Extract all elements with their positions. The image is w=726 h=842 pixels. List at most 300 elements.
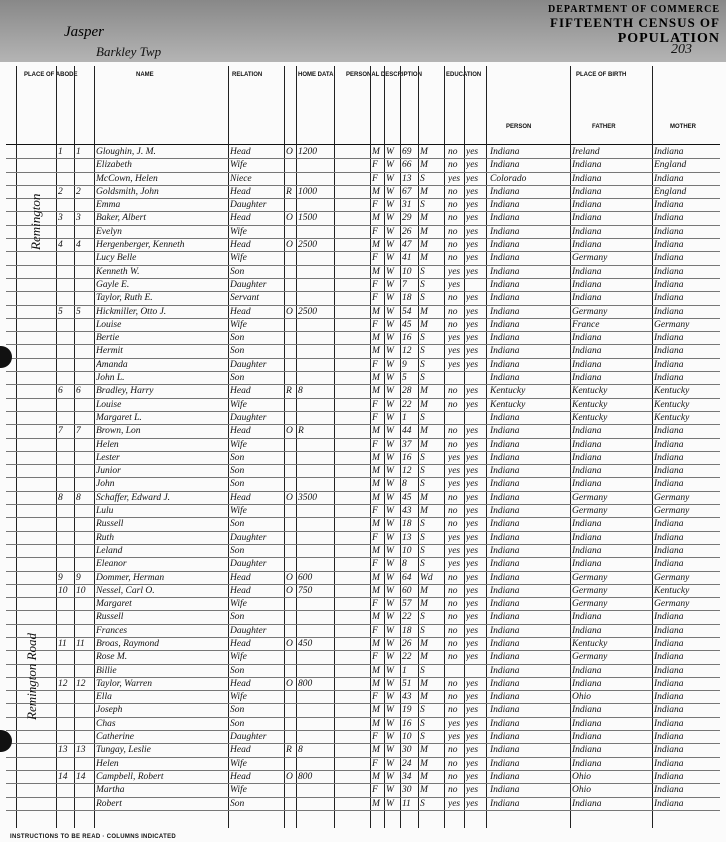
table-row — [6, 678, 720, 691]
cell-mar: M — [420, 319, 428, 330]
cell-value: 800 — [298, 771, 313, 782]
cell-sex: F — [372, 253, 378, 264]
cell-name: Lucy Belle — [96, 253, 137, 264]
cell-school: no — [448, 745, 458, 756]
cell-bp: Indiana — [490, 545, 520, 556]
table-row — [6, 159, 720, 172]
cell-bp: Indiana — [490, 599, 520, 610]
cell-race: W — [386, 585, 394, 596]
cell-name: Schaffer, Edward J. — [96, 492, 171, 503]
cell-school: yes — [448, 798, 461, 809]
cell-bp: Kentucky — [490, 386, 526, 397]
table-row — [6, 611, 720, 624]
cell-read: yes — [466, 160, 479, 171]
cell-name: Taylor, Warren — [96, 678, 152, 689]
cell-mbp: Indiana — [654, 732, 684, 743]
cell-mbp: Kentucky — [654, 399, 690, 410]
cell-race: W — [386, 732, 394, 743]
cell-fbp: Indiana — [572, 200, 602, 211]
cell-fbp: Indiana — [572, 240, 602, 251]
cell-read: yes — [466, 678, 479, 689]
cell-race: W — [386, 213, 394, 224]
cell-age: 45 — [402, 492, 412, 503]
cell-race: W — [386, 240, 394, 251]
cell-rel: Head — [230, 771, 251, 782]
cell-mbp: Indiana — [654, 532, 684, 543]
cell-bp: Indiana — [490, 585, 520, 596]
cell-value: 450 — [298, 638, 313, 649]
cell-race: W — [386, 253, 394, 264]
cell-name: Billie — [96, 665, 117, 676]
cell-sex: F — [372, 293, 378, 304]
cell-school: no — [448, 492, 458, 503]
cell-read: yes — [466, 293, 479, 304]
cell-mbp: Indiana — [654, 479, 684, 490]
cell-rel: Head — [230, 745, 251, 756]
cell-bp: Indiana — [490, 692, 520, 703]
table-row — [6, 186, 720, 199]
cell-sex: M — [372, 572, 380, 583]
cell-age: 64 — [402, 572, 412, 583]
cell-mar: M — [420, 652, 428, 663]
cell-read: yes — [466, 625, 479, 636]
cell-name: Joseph — [96, 705, 123, 716]
cell-name: Hermit — [96, 346, 123, 357]
cell-sex: M — [372, 705, 380, 716]
cell-race: W — [386, 412, 394, 423]
cell-value: 2500 — [298, 240, 317, 251]
cell-name: Martha — [96, 785, 125, 796]
cell-value: 750 — [298, 585, 313, 596]
cell-rel: Daughter — [230, 559, 267, 570]
cell-sex: F — [372, 559, 378, 570]
cell-mbp: Indiana — [654, 758, 684, 769]
cell-race: W — [386, 279, 394, 290]
cell-race: W — [386, 678, 394, 689]
table-row — [6, 252, 720, 265]
cell-mbp: Indiana — [654, 545, 684, 556]
cell-fbp: Indiana — [572, 745, 602, 756]
cell-fbp: Indiana — [572, 678, 602, 689]
cell-dw: 13 — [58, 745, 68, 756]
cell-race: W — [386, 373, 394, 384]
cell-dw: 6 — [58, 386, 63, 397]
margin-note-top: Remington — [28, 193, 43, 250]
cell-rel: Daughter — [230, 732, 267, 743]
cell-mbp: Indiana — [654, 745, 684, 756]
cell-fbp: Indiana — [572, 479, 602, 490]
cell-name: Catherine — [96, 732, 134, 743]
cell-race: W — [386, 692, 394, 703]
cell-read: yes — [466, 585, 479, 596]
cell-school: no — [448, 652, 458, 663]
cell-read: yes — [466, 758, 479, 769]
cell-mar: S — [420, 718, 425, 729]
cell-age: 44 — [402, 426, 412, 437]
cell-fbp: Ohio — [572, 771, 591, 782]
cell-mbp: Indiana — [654, 306, 684, 317]
table-row — [6, 465, 720, 478]
cell-race: W — [386, 359, 394, 370]
cell-sex: F — [372, 532, 378, 543]
cell-bp: Indiana — [490, 412, 520, 423]
cell-bp: Indiana — [490, 200, 520, 211]
cell-sex: F — [372, 599, 378, 610]
table-row — [6, 532, 720, 545]
cell-name: Brown, Lon — [96, 426, 141, 437]
cell-age: 22 — [402, 652, 412, 663]
cell-age: 22 — [402, 612, 412, 623]
table-row — [6, 439, 720, 452]
cell-mar: S — [420, 293, 425, 304]
cell-read: yes — [466, 346, 479, 357]
cell-school: no — [448, 213, 458, 224]
cell-school: no — [448, 625, 458, 636]
cell-school: yes — [448, 173, 461, 184]
cell-bp: Indiana — [490, 253, 520, 264]
cell-mar: S — [420, 665, 425, 676]
cell-school: yes — [448, 266, 461, 277]
cell-age: 11 — [402, 798, 411, 809]
cell-name: Leland — [96, 545, 123, 556]
cell-sex: M — [372, 147, 380, 157]
table-row — [6, 651, 720, 664]
cell-tenure: O — [286, 638, 293, 649]
cell-age: 45 — [402, 319, 412, 330]
table-row — [6, 146, 720, 159]
cell-mar: M — [420, 426, 428, 437]
cell-dw: 9 — [58, 572, 63, 583]
cell-fbp: Indiana — [572, 213, 602, 224]
cell-rel: Head — [230, 306, 251, 317]
cell-read: yes — [466, 705, 479, 716]
table-row — [6, 625, 720, 638]
cell-mar: M — [420, 692, 428, 703]
cell-rel: Wife — [230, 758, 247, 769]
cell-sex: F — [372, 732, 378, 743]
table-row — [6, 292, 720, 305]
cell-name: Louise — [96, 399, 122, 410]
cell-sex: F — [372, 226, 378, 237]
table-row — [6, 266, 720, 279]
cell-read: yes — [466, 532, 479, 543]
cell-name: Russell — [96, 612, 124, 623]
cell-mar: S — [420, 732, 425, 743]
cell-rel: Daughter — [230, 359, 267, 370]
cell-age: 26 — [402, 638, 412, 649]
cell-dw: 3 — [58, 213, 63, 224]
col-place-of-birth: PLACE OF BIRTH — [576, 72, 627, 78]
cell-age: 16 — [402, 333, 412, 344]
cell-school: yes — [448, 466, 461, 477]
cell-school: no — [448, 612, 458, 623]
cell-read: yes — [466, 745, 479, 756]
census-title — [548, 4, 720, 47]
cell-school: no — [448, 160, 458, 171]
cell-bp: Indiana — [490, 266, 520, 277]
cell-fbp: Indiana — [572, 705, 602, 716]
cell-bp: Indiana — [490, 785, 520, 796]
cell-mar: M — [420, 213, 428, 224]
cell-fbp: Indiana — [572, 439, 602, 450]
cell-mar: M — [420, 160, 428, 171]
title-line-3: POPULATION — [617, 31, 720, 46]
cell-sex: M — [372, 798, 380, 809]
cell-school: no — [448, 253, 458, 264]
cell-bp: Indiana — [490, 439, 520, 450]
cell-mar: S — [420, 466, 425, 477]
col-name: NAME — [136, 72, 154, 78]
cell-race: W — [386, 147, 394, 157]
cell-fbp: Germany — [572, 652, 608, 663]
cell-school: yes — [448, 479, 461, 490]
cell-bp: Indiana — [490, 506, 520, 517]
cell-rel: Wife — [230, 226, 247, 237]
table-row — [6, 332, 720, 345]
cell-mar: M — [420, 439, 428, 450]
cell-read: yes — [466, 226, 479, 237]
cell-sex: M — [372, 213, 380, 224]
cell-bp: Indiana — [490, 572, 520, 583]
cell-mbp: Indiana — [654, 253, 684, 264]
cell-bp: Indiana — [490, 293, 520, 304]
cell-mbp: Indiana — [654, 173, 684, 184]
cell-bp: Indiana — [490, 346, 520, 357]
cell-sex: M — [372, 373, 380, 384]
cell-mar: M — [420, 386, 428, 397]
cell-sex: M — [372, 612, 380, 623]
cell-rel: Son — [230, 798, 245, 809]
cell-name: Bradley, Harry — [96, 386, 154, 397]
cell-read: yes — [466, 785, 479, 796]
cell-sex: M — [372, 479, 380, 490]
census-rows — [6, 146, 720, 811]
cell-read: yes — [466, 612, 479, 623]
cell-rel: Son — [230, 452, 245, 463]
cell-bp: Indiana — [490, 665, 520, 676]
cell-school: no — [448, 785, 458, 796]
cell-race: W — [386, 559, 394, 570]
cell-tenure: O — [286, 213, 293, 224]
cell-name: Hergenberger, Kenneth — [96, 240, 185, 251]
cell-race: W — [386, 506, 394, 517]
table-row — [6, 399, 720, 412]
cell-mbp: Kentucky — [654, 585, 690, 596]
cell-sex: F — [372, 359, 378, 370]
cell-bp: Indiana — [490, 426, 520, 437]
margin-note-bottom: Remington Road — [24, 632, 39, 720]
cell-name: Tungay, Leslie — [96, 745, 151, 756]
cell-race: W — [386, 718, 394, 729]
cell-mbp: Indiana — [654, 718, 684, 729]
cell-age: 37 — [402, 439, 412, 450]
table-row — [6, 239, 720, 252]
cell-race: W — [386, 306, 394, 317]
cell-bp: Indiana — [490, 519, 520, 530]
cell-mbp: Indiana — [654, 346, 684, 357]
cell-bp: Indiana — [490, 240, 520, 251]
cell-fam: 7 — [76, 426, 81, 437]
cell-race: W — [386, 426, 394, 437]
table-row — [6, 718, 720, 731]
cell-age: 29 — [402, 213, 412, 224]
cell-age: 54 — [402, 306, 412, 317]
table-row — [6, 306, 720, 319]
cell-name: Junior — [96, 466, 121, 477]
cell-rel: Wife — [230, 319, 247, 330]
cell-age: 13 — [402, 532, 412, 543]
cell-read: yes — [466, 652, 479, 663]
cell-read: yes — [466, 798, 479, 809]
cell-rel: Son — [230, 266, 245, 277]
table-row — [6, 758, 720, 771]
cell-mbp: Indiana — [654, 519, 684, 530]
cell-race: W — [386, 173, 394, 184]
cell-race: W — [386, 705, 394, 716]
cell-fbp: Germany — [572, 572, 608, 583]
cell-bp: Indiana — [490, 452, 520, 463]
cell-race: W — [386, 652, 394, 663]
cell-school: yes — [448, 559, 461, 570]
cell-mbp: Germany — [654, 506, 690, 517]
cell-age: 41 — [402, 253, 412, 264]
cell-fbp: Kentucky — [572, 412, 608, 423]
cell-fam: 2 — [76, 186, 81, 197]
cell-race: W — [386, 771, 394, 782]
cell-age: 26 — [402, 226, 412, 237]
cell-tenure: R — [286, 745, 292, 756]
cell-name: Lulu — [96, 506, 114, 517]
cell-age: 31 — [402, 200, 412, 211]
cell-fbp: Germany — [572, 599, 608, 610]
cell-school: no — [448, 705, 458, 716]
cell-sex: F — [372, 160, 378, 171]
table-row — [6, 572, 720, 585]
cell-fbp: France — [572, 319, 600, 330]
cell-rel: Head — [230, 638, 251, 649]
cell-race: W — [386, 479, 394, 490]
cell-fbp: Indiana — [572, 665, 602, 676]
cell-fam: 10 — [76, 585, 86, 596]
cell-fam: 13 — [76, 745, 86, 756]
cell-dw: 2 — [58, 186, 63, 197]
table-row — [6, 691, 720, 704]
cell-mbp: Indiana — [654, 625, 684, 636]
cell-mbp: Indiana — [654, 692, 684, 703]
cell-school: no — [448, 399, 458, 410]
cell-value: 1500 — [298, 213, 317, 224]
col-personal-description: PERSONAL DESCRIPTION — [346, 72, 422, 78]
cell-bp: Indiana — [490, 718, 520, 729]
cell-age: 18 — [402, 625, 412, 636]
cell-school: no — [448, 186, 458, 197]
cell-mbp: Indiana — [654, 359, 684, 370]
cell-fbp: Indiana — [572, 186, 602, 197]
cell-name: Louise — [96, 319, 122, 330]
cell-mar: M — [420, 758, 428, 769]
cell-age: 47 — [402, 240, 412, 251]
cell-fbp: Indiana — [572, 732, 602, 743]
cell-tenure: R — [286, 186, 292, 197]
cell-sex: F — [372, 692, 378, 703]
cell-mbp: Indiana — [654, 705, 684, 716]
cell-age: 12 — [402, 346, 412, 357]
cell-tenure: O — [286, 426, 293, 437]
cell-bp: Indiana — [490, 279, 520, 290]
cell-race: W — [386, 745, 394, 756]
cell-mar: S — [420, 266, 425, 277]
cell-fbp: Indiana — [572, 373, 602, 384]
cell-tenure: O — [286, 306, 293, 317]
cell-name: Baker, Albert — [96, 213, 146, 224]
cell-fam: 1 — [76, 147, 81, 157]
cell-age: 13 — [402, 173, 412, 184]
cell-race: W — [386, 186, 394, 197]
cell-value: R — [298, 426, 304, 437]
cell-race: W — [386, 625, 394, 636]
cell-bp: Indiana — [490, 758, 520, 769]
cell-sex: M — [372, 240, 380, 251]
cell-sex: F — [372, 506, 378, 517]
cell-age: 5 — [402, 373, 407, 384]
cell-read: yes — [466, 506, 479, 517]
cell-rel: Son — [230, 612, 245, 623]
cell-name: Helen — [96, 758, 119, 769]
cell-sex: M — [372, 678, 380, 689]
cell-sex: M — [372, 333, 380, 344]
cell-race: W — [386, 399, 394, 410]
cell-race: W — [386, 266, 394, 277]
cell-race: W — [386, 798, 394, 809]
table-row — [6, 744, 720, 757]
cell-age: 16 — [402, 452, 412, 463]
cell-read: yes — [466, 399, 479, 410]
table-row — [6, 731, 720, 744]
cell-age: 1 — [402, 665, 407, 676]
cell-rel: Son — [230, 346, 245, 357]
cell-value: 1200 — [298, 147, 317, 157]
cell-rel: Son — [230, 545, 245, 556]
cell-race: W — [386, 572, 394, 583]
cell-read: yes — [466, 333, 479, 344]
cell-age: 8 — [402, 479, 407, 490]
cell-fbp: Indiana — [572, 798, 602, 809]
cell-sex: F — [372, 758, 378, 769]
cell-mbp: Indiana — [654, 200, 684, 211]
cell-value: 600 — [298, 572, 313, 583]
cell-name: Kenneth W. — [96, 266, 140, 277]
cell-tenure: O — [286, 147, 293, 157]
cell-tenure: R — [286, 386, 292, 397]
table-row — [6, 784, 720, 797]
cell-name: Goldsmith, John — [96, 186, 159, 197]
cell-age: 8 — [402, 559, 407, 570]
cell-race: W — [386, 160, 394, 171]
cell-name: Margaret — [96, 599, 132, 610]
cell-mbp: Indiana — [654, 798, 684, 809]
cell-name: Hickmiller, Otto J. — [96, 306, 167, 317]
cell-bp: Indiana — [490, 625, 520, 636]
cell-name: Amanda — [96, 359, 128, 370]
cell-bp: Indiana — [490, 306, 520, 317]
cell-age: 22 — [402, 399, 412, 410]
cell-mar: M — [420, 585, 428, 596]
cell-sex: F — [372, 173, 378, 184]
cell-read: yes — [466, 186, 479, 197]
cell-school: no — [448, 439, 458, 450]
table-row — [6, 359, 720, 372]
cell-mar: S — [420, 705, 425, 716]
